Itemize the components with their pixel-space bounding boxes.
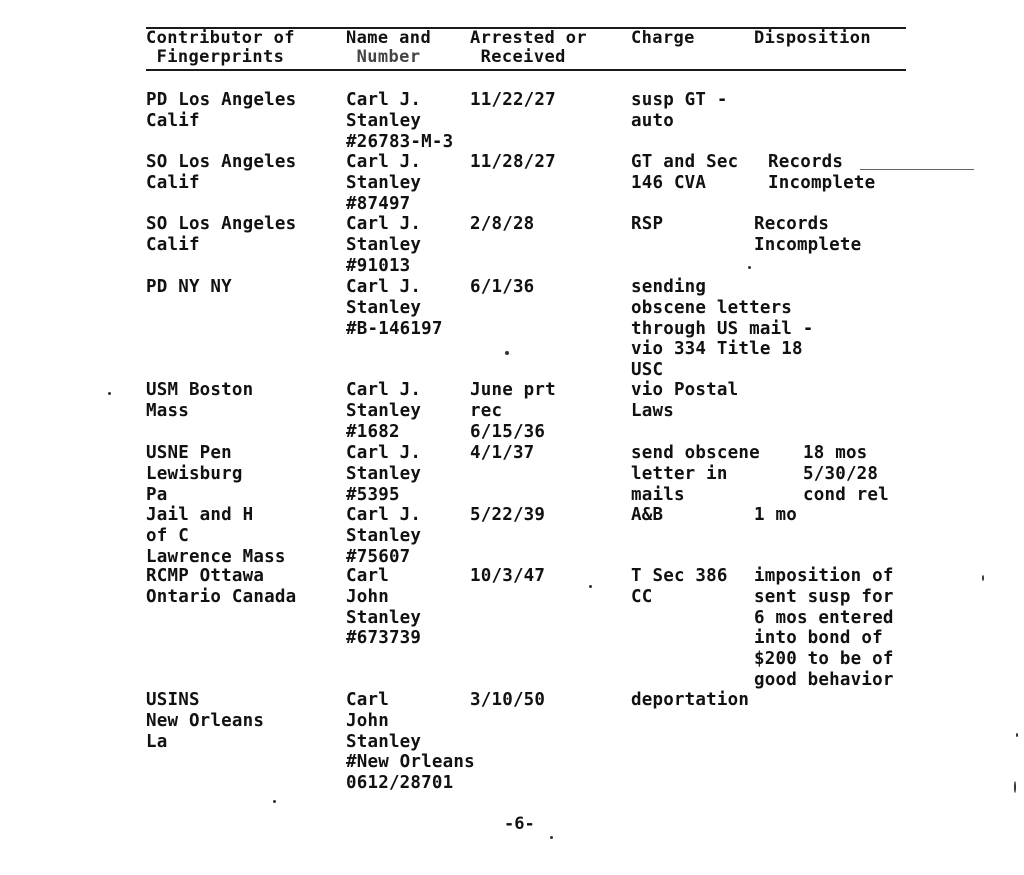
scan-speck xyxy=(273,800,276,803)
record-contributor: Jail and H of C Lawrence Mass xyxy=(146,505,286,567)
header-arrested-line2: Received xyxy=(480,46,566,67)
margin-line xyxy=(860,169,974,170)
record-date: 6/1/36 xyxy=(470,277,535,297)
record-name-number: Carl J. Stanley #26783-M-3 xyxy=(346,90,454,152)
record-name-number: Carl J. Stanley #75607 xyxy=(346,505,422,567)
record-date: 4/1/37 xyxy=(470,443,535,463)
record-date: 10/3/47 xyxy=(470,566,546,586)
record-name-number: Carl J. Stanley #87497 xyxy=(346,152,422,214)
header-name-line2: Number xyxy=(356,46,421,67)
record-contributor: SO Los Angeles Calif xyxy=(146,214,297,255)
scan-speck xyxy=(505,351,509,355)
record-date: June prt rec 6/15/36 xyxy=(470,380,556,442)
record-contributor: USINS New Orleans La xyxy=(146,690,265,752)
record-charge: sending obscene letters through US mail - vio 334 Title 18 USC xyxy=(631,277,814,381)
header-disposition: Disposition xyxy=(754,28,871,48)
record-disposition: 18 mos 5/30/28 cond rel xyxy=(803,443,889,505)
record-charge: vio Postal Laws xyxy=(631,380,739,421)
record-charge: GT and Sec 146 CVA xyxy=(631,152,739,193)
header-charge: Charge xyxy=(631,28,695,48)
record-contributor: USNE Pen Lewisburg Pa xyxy=(146,443,243,505)
record-contributor: RCMP Ottawa Ontario Canada xyxy=(146,566,297,607)
record-date: 2/8/28 xyxy=(470,214,535,234)
record-name-number: Carl J. Stanley #B-146197 xyxy=(346,277,443,339)
record-date: 11/22/27 xyxy=(470,90,556,110)
scan-speck xyxy=(1014,781,1016,793)
record-date: 11/28/27 xyxy=(470,152,556,172)
page-number: -6- xyxy=(504,814,535,834)
header-name-line1: Name and xyxy=(346,28,432,48)
record-disposition: 1 mo xyxy=(754,505,797,525)
scan-speck xyxy=(1016,733,1018,737)
scan-speck xyxy=(550,836,553,839)
header-contributor xyxy=(146,29,295,66)
header-contributor-line1: Contributor of xyxy=(146,28,295,48)
scan-speck xyxy=(748,266,751,269)
record-contributor: PD NY NY xyxy=(146,277,232,297)
header-contributor-line2: Fingerprints xyxy=(156,46,285,67)
record-date: 5/22/39 xyxy=(470,505,546,525)
record-date: 3/10/50 xyxy=(470,690,546,710)
record-contributor: SO Los Angeles Calif xyxy=(146,152,297,193)
record-charge: A&B xyxy=(631,505,664,525)
record-charge: susp GT - auto xyxy=(631,90,728,131)
record-name-number: Carl J. Stanley #1682 xyxy=(346,380,422,442)
record-charge: RSP xyxy=(631,214,664,234)
record-charge: deportation xyxy=(631,690,750,710)
header-name-number xyxy=(346,29,431,66)
record-contributor: USM Boston Mass xyxy=(146,380,254,421)
record-name-number: Carl John Stanley #New Orleans 0612/28701 xyxy=(346,690,475,794)
header-arrested-line1: Arrested or xyxy=(470,28,587,48)
scan-speck xyxy=(108,392,111,395)
record-disposition: Records Incomplete xyxy=(768,152,876,193)
record-name-number: Carl J. Stanley #5395 xyxy=(346,443,422,505)
record-name-number: Carl John Stanley #673739 xyxy=(346,566,422,649)
record-charge: T Sec 386 CC xyxy=(631,566,728,607)
scan-speck xyxy=(589,585,592,588)
record-contributor: PD Los Angeles Calif xyxy=(146,90,297,131)
scan-speck xyxy=(982,575,984,581)
record-disposition: imposition of sent susp for 6 mos entered into bond of $200 to be of good behavior xyxy=(754,566,894,690)
header-arrested-received xyxy=(470,29,587,66)
record-charge: send obscene letter in mails xyxy=(631,443,760,505)
header-bottom-rule xyxy=(146,69,906,71)
record-disposition: Records Incomplete xyxy=(754,214,862,255)
record-name-number: Carl J. Stanley #91013 xyxy=(346,214,422,276)
